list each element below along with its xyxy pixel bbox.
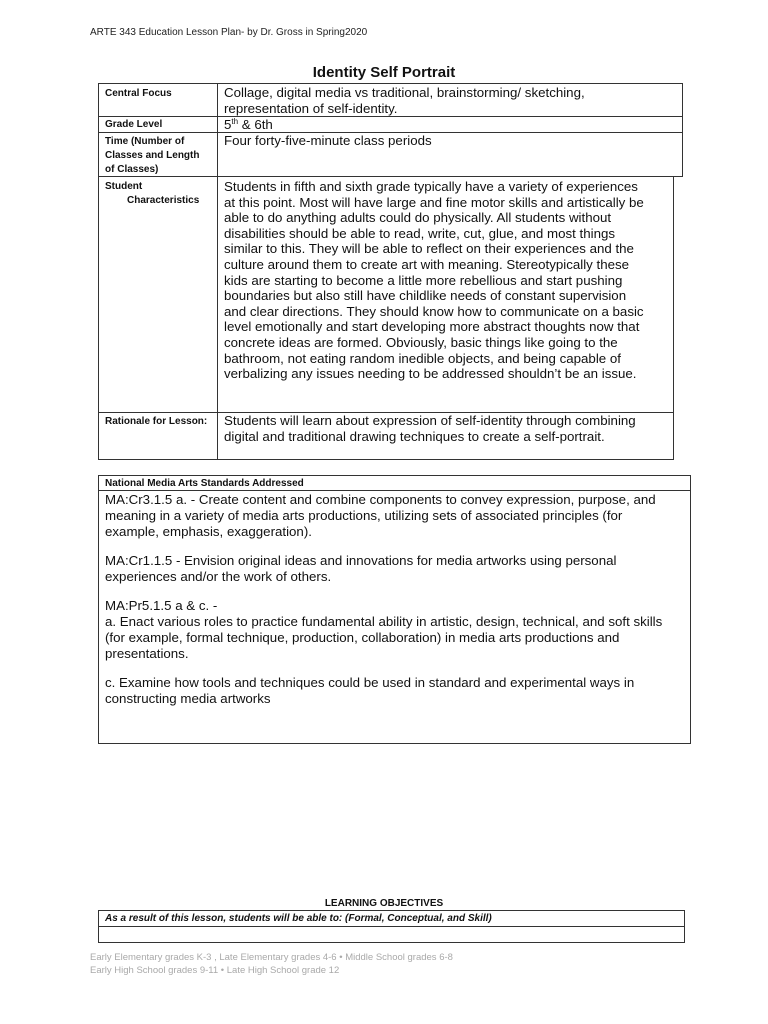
learning-objectives-header-cell (98, 910, 685, 927)
student-characteristics-line: Students in fifth and sixth grade typically have a variety of experiences (224, 179, 638, 194)
time-label-line-2: Classes and Length (105, 150, 200, 161)
student-characteristics-line: boundaries but also still have childlike needs of constant supervision (224, 288, 627, 304)
central-focus-label-cell (98, 83, 218, 117)
standard-line: presentations. (105, 646, 189, 661)
student-characteristics-line: and clear directions. They should know how to communicate on a basic (224, 303, 644, 319)
standard-line: c. Examine how tools and techniques could be used in standard and experimental ways in (105, 675, 635, 690)
rationale-line: Students will learn about expression of self-identity through combining (224, 413, 636, 428)
standard-line: meaning in a variety of media arts productions, utilizing sets of associated principles (for (105, 508, 623, 523)
rationale-label-cell (98, 412, 218, 460)
central-focus-line-1: Collage, digital media vs traditional, brainstorming/ sketching, (224, 85, 585, 100)
grade-level-rest: & 6th (238, 117, 273, 132)
time-value-cell (217, 132, 683, 177)
time-label-line-1: Time (Number of (105, 136, 185, 147)
grade-level-num: 5 (224, 117, 232, 132)
grade-level-sup: th (231, 117, 239, 126)
time-label (99, 133, 217, 180)
grade-level-label: Grade Level (105, 119, 163, 130)
standard-paragraph (105, 675, 684, 707)
standard-line: experiences and/or the work of others. (105, 569, 332, 584)
student-characteristics-label (99, 177, 217, 211)
student-characteristics-line: concrete ideas are formed. Obviously, basic things like going to the (224, 334, 618, 350)
rationale-text (218, 413, 673, 444)
time-label-cell (98, 132, 218, 177)
student-characteristics-line: at this point. Most will have large and fine motor skills and artistically be (224, 194, 644, 210)
learning-objectives-row: As a result of this lesson, students will be able to: (Formal, Conceptual, and Skill) (105, 913, 492, 924)
rationale-line: digital and traditional drawing techniques to create a self-portrait. (224, 428, 605, 444)
student-characteristics-line: culture around them to create art with meaning. Stereotypically these (224, 256, 630, 272)
student-characteristics-line: able to do anything adults could do physically. All students without (224, 210, 612, 226)
time-value: Four forty-five-minute class periods (224, 133, 432, 148)
standard-line: MA:Cr3.1.5 a. - Create content and combine components to convey expression, purpose, and (105, 492, 656, 507)
standard-line: constructing media artworks (105, 691, 271, 706)
standard-line: MA:Cr1.1.5 - Envision original ideas and innovations for media artworks using personal (105, 553, 617, 568)
footer-line-1: Early Elementary grades K-3 , Late Elementary grades 4-6 • Middle School grades 6-8 (90, 952, 453, 963)
central-focus-line-2: representation of self-identity. (224, 100, 398, 116)
student-characteristics-label-cell (98, 176, 218, 413)
standards-heading-cell (98, 475, 691, 491)
document-title: Identity Self Portrait (312, 64, 456, 81)
student-characteristics-label-line-1: Student (105, 181, 143, 192)
footer-line-2: Early High School grades 9-11 • Late High School grade 12 (90, 965, 340, 976)
standard-line: MA:Pr5.1.5 a & c. - (105, 598, 218, 613)
standard-line: example, emphasis, exaggeration). (105, 524, 312, 539)
standard-paragraph (105, 553, 684, 585)
grade-level-label-cell (98, 116, 218, 133)
learning-objectives-title: LEARNING OBJECTIVES (324, 898, 444, 909)
grade-level-value (218, 117, 682, 133)
rationale-label: Rationale for Lesson: (105, 416, 208, 427)
grade-level-value-cell (217, 116, 683, 133)
standard-paragraph (105, 598, 684, 662)
standards-heading: National Media Arts Standards Addressed (105, 478, 304, 489)
standard-line: (for example, formal technique, production, collaboration) in media arts productions and (105, 630, 620, 645)
central-focus-label: Central Focus (105, 88, 172, 99)
student-characteristics-text (218, 177, 673, 382)
student-characteristics-line: level emotionally and start developing more abstract thoughts now that (224, 319, 640, 335)
standard-paragraph (105, 492, 684, 540)
student-characteristics-line: bathroom, not eating random inedible objects, and being capable of (224, 350, 621, 366)
time-label-line-3: of Classes) (105, 164, 159, 175)
student-characteristics-line: disabilities should be able to read, write, cut, glue, and most things (224, 225, 616, 241)
rationale-value-cell (217, 412, 674, 460)
central-focus-value-cell (217, 83, 683, 117)
student-characteristics-label-line-2: Characteristics (127, 195, 200, 206)
student-characteristics-value-cell (217, 176, 674, 413)
standards-body-cell (98, 490, 691, 744)
student-characteristics-line: verbalizing any issues needing to be addressed shouldn’t be an issue. (224, 366, 637, 382)
student-characteristics-line: kids are starting to become a little more rebellious and start pushing (224, 272, 623, 288)
document-header: ARTE 343 Education Lesson Plan- by Dr. Gross in Spring2020 (90, 27, 368, 38)
standard-line: a. Enact various roles to practice fundamental ability in artistic, design, technical, and soft skills (105, 614, 663, 629)
central-focus-value (218, 84, 682, 116)
learning-objectives-empty-row (98, 926, 685, 943)
student-characteristics-line: similar to this. They will be able to reflect on their experiences and the (224, 241, 634, 257)
standards-body (99, 491, 690, 707)
